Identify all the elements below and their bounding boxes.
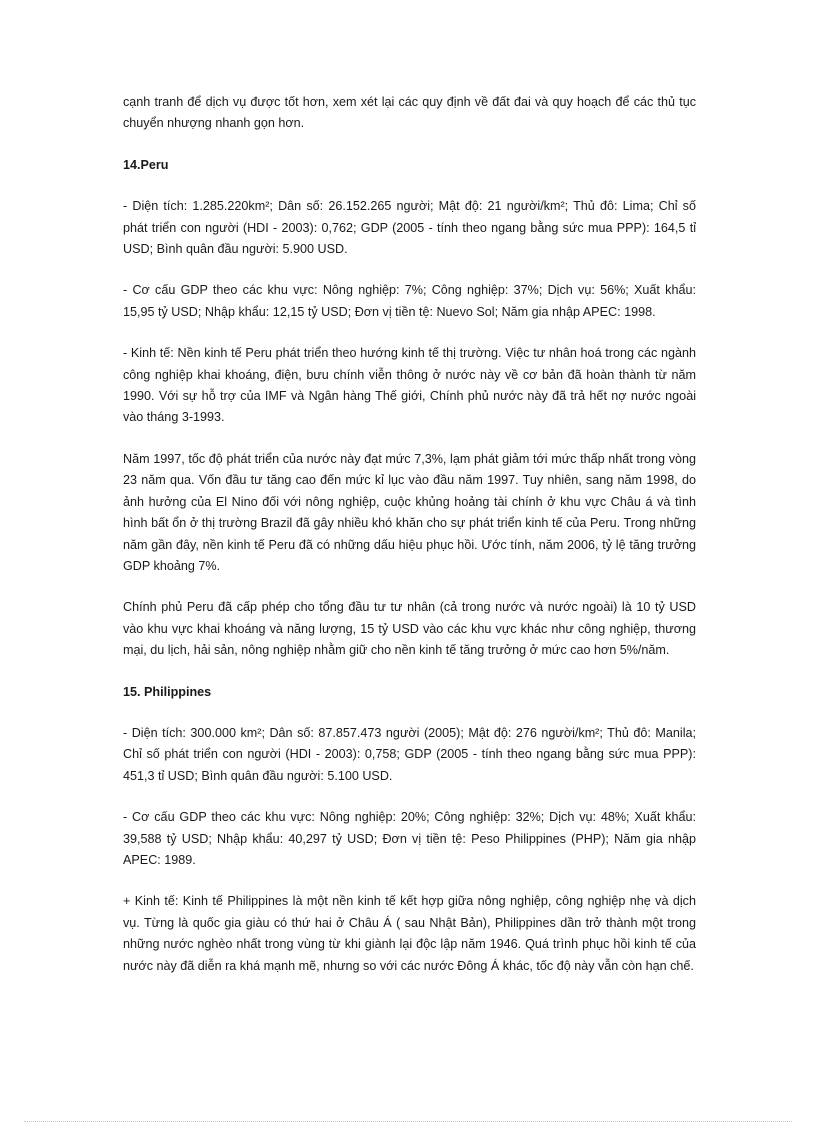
paragraph-peru-stats: - Diện tích: 1.285.220km²; Dân số: 26.152.265 người; Mật độ: 21 người/km²; Thủ đô: Lima; Chỉ số phát triển con người (HDI - 2003): 0,762; GDP (2005 - tính theo ngang bằng sức mua PPP): 164,5 tỉ USD; Bình quân đầu người: 5.900 USD.: [123, 199, 696, 257]
document-page: [123, 92, 696, 997]
page-bottom-divider: [24, 1121, 792, 1122]
paragraph-peru-economy: - Kinh tế: Nền kinh tế Peru phát triển theo hướng kinh tế thị trường. Việc tư nhân hoá trong các ngành công nghiệp khai khoáng, điện, bưu chính viễn thông ở nước này về cơ bản đã hoàn thành từ năm 1990. Với sự hỗ trợ của IMF và Ngân hàng Thế giới, Chính phủ nước này đã trả hết nợ nước ngoài vào tháng 3-1993.: [123, 346, 696, 425]
section-heading-philippines: 15. Philippines: [123, 684, 212, 699]
paragraph-peru-1997: Năm 1997, tốc độ phát triển của nước này đạt mức 7,3%, lạm phát giảm tới mức thấp nhất trong vòng 23 năm qua. Vốn đầu tư tăng cao đến mức kỉ lục vào đầu năm 1997. Tuy nhiên, sang năm 1998, do ảnh hưởng của El Nino đối với nông nghiệp, cuộc khủng hoảng tài chính ở khu vực Châu á và tình hình bất ổn ở thị trường Brazil đã gây nhiều khó khăn cho sự phát triển kinh tế của Peru. Trong những năm gần đây, nền kinh tế Peru đã có những dấu hiệu phục hồi. Ước tính, năm 2006, tỷ lệ tăng trưởng GDP khoảng 7%.: [123, 451, 696, 573]
paragraph-peru-investment: Chính phủ Peru đã cấp phép cho tổng đầu tư tư nhân (cả trong nước và nước ngoài) là 10 tỷ USD vào khu vực khai khoáng và năng lượng, 15 tỷ USD vào các khu vực khác như công nghiệp, thương mại, du lịch, hải sản, nông nghiệp nhằm giữ cho nền kinh tế tăng trưởng ở mức cao hơn 5%/năm.: [123, 600, 696, 658]
paragraph-intro: cạnh tranh để dịch vụ được tốt hơn, xem xét lại các quy định về đất đai và quy hoạch để các thủ tục chuyển nhượng nhanh gọn hơn.: [123, 95, 696, 131]
paragraph-philippines-economy: + Kinh tế: Kinh tế Philippines là một nền kinh tế kết hợp giữa nông nghiệp, công nghiệp nhẹ và dịch vụ. Từng là quốc gia giàu có thứ hai ở Châu Á ( sau Nhật Bản), Philippines dần trở thành một trong những nước nghèo nhất trong vùng từ khi giành lại độc lập năm 1946. Quá trình phục hồi kinh tế của nước này đã diễn ra khá mạnh mẽ, nhưng so với các nước Đông Á khác, tốc độ này vẫn còn hạn chế.: [123, 894, 696, 973]
paragraph-philippines-stats: - Diện tích: 300.000 km²; Dân số: 87.857.473 người (2005); Mật độ: 276 người/km²; Thủ đô: Manila; Chỉ số phát triển con người (HDI - 2003): 0,758; GDP (2005 - tính theo ngang bằng sức mua PPP): 451,3 tỉ USD; Bình quân đầu người: 5.100 USD.: [123, 725, 696, 783]
section-heading-peru: 14.Peru: [123, 157, 169, 172]
paragraph-peru-gdp-structure: - Cơ cấu GDP theo các khu vực: Nông nghiệp: 7%; Công nghiệp: 37%; Dịch vụ: 56%; Xuất khẩu: 15,95 tỷ USD; Nhập khẩu: 12,15 tỷ USD; Đơn vị tiền tệ: Nuevo Sol; Năm gia nhập APEC: 1998.: [123, 283, 696, 319]
paragraph-philippines-gdp-structure: - Cơ cấu GDP theo các khu vực: Nông nghiệp: 20%; Công nghiệp: 32%; Dịch vụ: 48%; Xuất khẩu: 39,588 tỷ USD; Nhập khẩu: 40,297 tỷ USD; Đơn vị tiền tệ: Peso Philippines (PHP); Năm gia nhập APEC: 1989.: [123, 810, 696, 867]
